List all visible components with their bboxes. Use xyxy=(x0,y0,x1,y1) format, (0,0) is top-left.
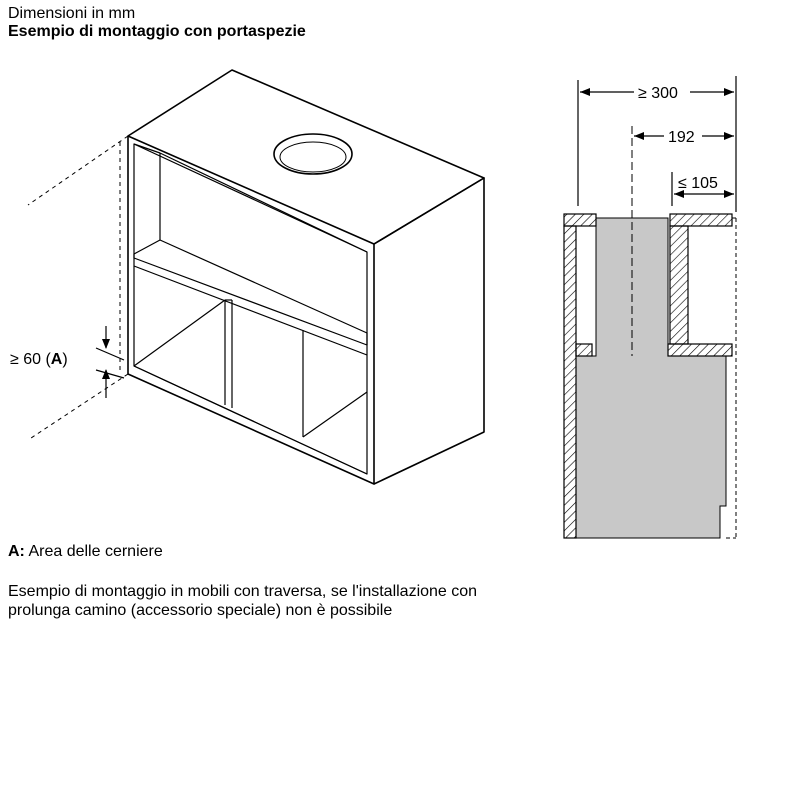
cabinet-side-wall xyxy=(564,226,576,538)
installation-note: Esempio di montaggio in mobili con traversa, se l'installazione con prolunga camino (accessorio speciale) non è possibile xyxy=(8,583,478,619)
spice-rack-shelf xyxy=(668,344,732,356)
legend-text: Area delle cerniere xyxy=(24,543,163,560)
depth-max-label: ≤ 105 xyxy=(678,175,718,192)
legend-hinge-area xyxy=(8,542,163,561)
cabinet-shelf xyxy=(134,240,367,345)
hinge-projection-lines xyxy=(28,136,128,440)
hinge-dimension-label: ≥ 60 (A) xyxy=(10,351,68,368)
diagram-title: Esempio di montaggio con portaspezie xyxy=(8,23,306,40)
spice-rack-upright xyxy=(670,226,688,344)
cabinet-top xyxy=(128,70,484,244)
hood-body xyxy=(576,218,726,538)
units-caption: Dimensioni in mm xyxy=(8,5,136,22)
cabinet-right-side xyxy=(374,178,484,484)
cabinet-top-board-left xyxy=(564,214,596,226)
cabinet-duct-opening xyxy=(274,134,352,174)
cabinet-top-board-right xyxy=(670,214,732,226)
center-distance-label: 192 xyxy=(668,129,695,146)
width-min-label: ≥ 300 xyxy=(638,85,678,102)
cabinet-inner-opening xyxy=(134,144,367,474)
cabinet-isometric xyxy=(128,70,484,484)
cross-section xyxy=(564,76,736,538)
cabinet-front-frame xyxy=(128,136,374,484)
legend-key: A: xyxy=(8,543,25,560)
